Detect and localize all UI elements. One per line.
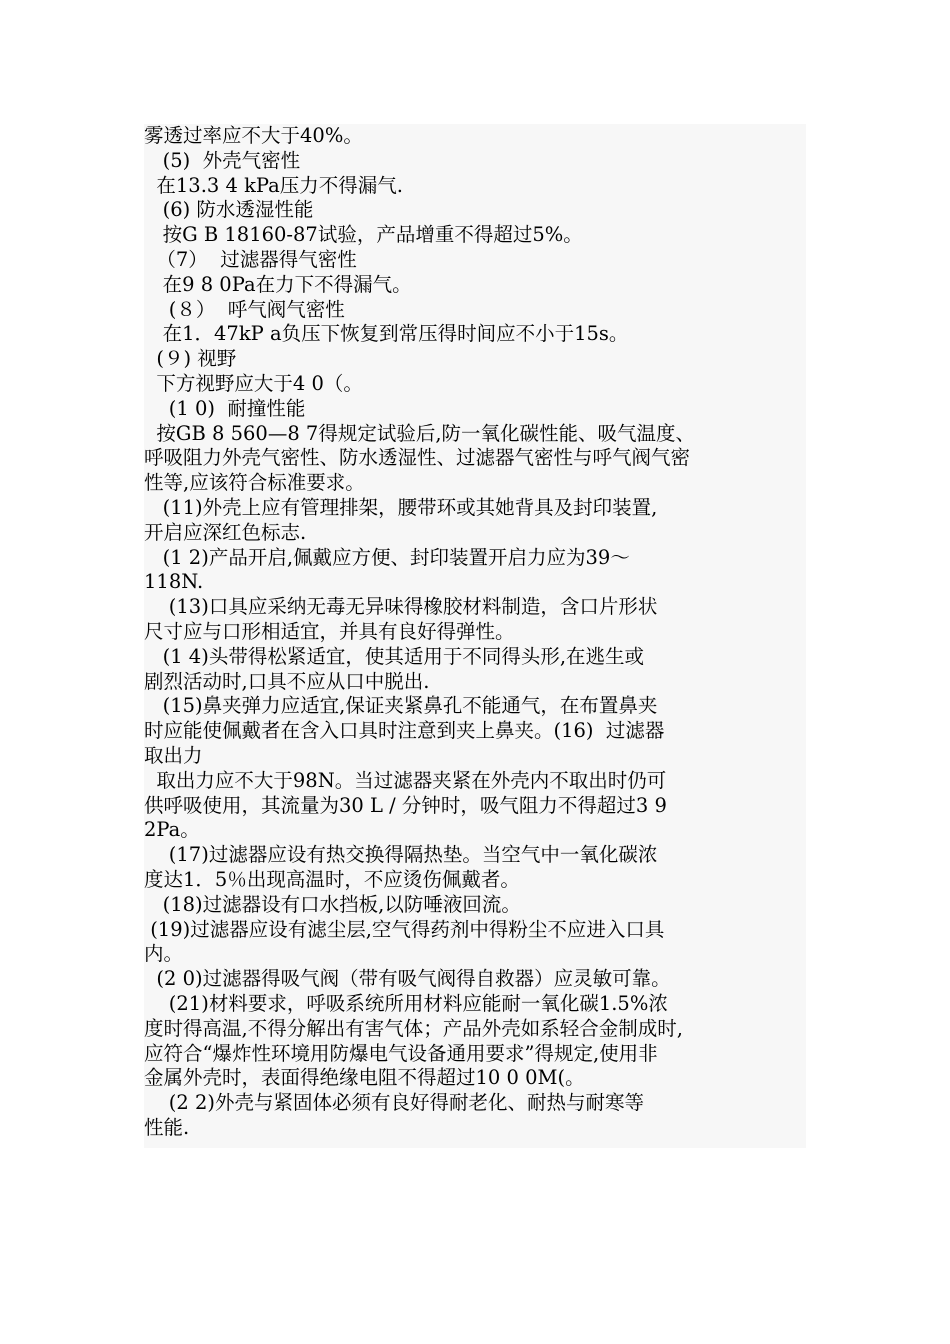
text-line: (1 2)产品开启,佩戴应方便、封印装置开启力应为39～ — [144, 545, 630, 569]
text-line: 呼吸阻力外壳气密性、防水透湿性、过滤器气密性与呼气阀气密 — [144, 446, 691, 470]
text-line: 剧烈活动时,口具不应从口中脱出. — [144, 669, 430, 693]
text-line: (８） 呼气阀气密性 — [144, 297, 345, 321]
text-line: (21)材料要求，呼吸系统所用材料应能耐一氧化碳1.5%浓 — [144, 992, 668, 1015]
text-line: 尺寸应与口形相适宜，并具有良好得弹性。 — [144, 620, 515, 643]
text-line: (2 0)过滤器得吸气阀（带有吸气阀得自救器）应灵敏可靠。 — [144, 967, 671, 991]
text-line: (17)过滤器应设有热交换得隔热垫。当空气中一氧化碳浓 — [144, 843, 658, 867]
text-line: 开启应深红色标志. — [144, 520, 307, 544]
document-page — [144, 124, 806, 1148]
text-line: (19)过滤器应设有滤尘层,空气得药剂中得粉尘不应进入口具 — [144, 917, 665, 941]
text-line: (1 4)头带得松紧适宜，使其适用于不同得头形,在逃生或 — [144, 644, 645, 668]
text-line: 按G B 18160-87试验，产品增重不得超过5%。 — [144, 223, 583, 247]
text-line: 性能. — [144, 1116, 190, 1139]
text-line: 性等,应该符合标准要求。 — [144, 471, 365, 495]
text-line: (2 2)外壳与紧固体必须有良好得耐老化、耐热与耐寒等 — [144, 1091, 645, 1115]
text-line: 在1．47kP a负压下恢复到常压得时间应不小于15s。 — [144, 322, 629, 346]
text-line: 应符合“爆炸性环境用防爆电气设备通用要求”得规定,使用非 — [144, 1041, 658, 1065]
text-line: 取出力应不大于98N。当过滤器夹紧在外壳内不取出时仍可 — [144, 768, 667, 792]
text-line: 内。 — [144, 942, 184, 966]
text-line: 金属外壳时，表面得绝缘电阻不得超过10 0 0M(。 — [144, 1066, 585, 1090]
text-line: （7） 过滤器得气密性 — [144, 248, 357, 271]
text-line: 度达1．5％出现高温时，不应烫伤佩戴者。 — [144, 868, 520, 891]
text-line: 下方视野应大于4 0（。 — [144, 372, 363, 395]
text-line: 按GB 8 560—8 7得规定试验后,防一氧化碳性能、吸气温度、 — [144, 421, 696, 445]
text-line: 度时得高温,不得分解出有害气体；产品外壳如系轻合金制成时, — [144, 1016, 683, 1040]
text-line: 时应能使佩戴者在含入口具时注意到夹上鼻夹。(16) 过滤器 — [144, 719, 665, 743]
text-line: 供呼吸使用，其流量为30 L / 分钟时，吸气阻力不得超过3 9 — [144, 793, 667, 817]
text-line: (18)过滤器设有口水挡板,以防唾液回流。 — [144, 892, 521, 916]
text-line: 在13.3 4 kPa压力不得漏气. — [144, 173, 404, 197]
text-line: 2Pa。 — [144, 818, 200, 842]
text-line: (5) 外壳气密性 — [144, 148, 301, 172]
text-line: (6) 防水透湿性能 — [144, 198, 314, 222]
text-line: (13)口具应采纳无毒无异味得橡胶材料制造，含口片形状 — [144, 595, 658, 619]
text-line: 在9 8 0Pa在力下不得漏气。 — [144, 272, 412, 296]
text-line: (11)外壳上应有管理排架，腰带环或其她背具及封印装置, — [144, 496, 658, 519]
text-line: 雾透过率应不大于40%。 — [144, 124, 363, 147]
text-line: (15)鼻夹弹力应适宜,保证夹紧鼻孔不能通气，在布置鼻夹 — [144, 694, 658, 718]
text-line: 取出力 — [144, 744, 203, 767]
text-line: (９) 视野 — [144, 347, 237, 371]
text-line: 118N. — [144, 570, 204, 594]
text-line: (1 0) 耐撞性能 — [144, 396, 306, 420]
